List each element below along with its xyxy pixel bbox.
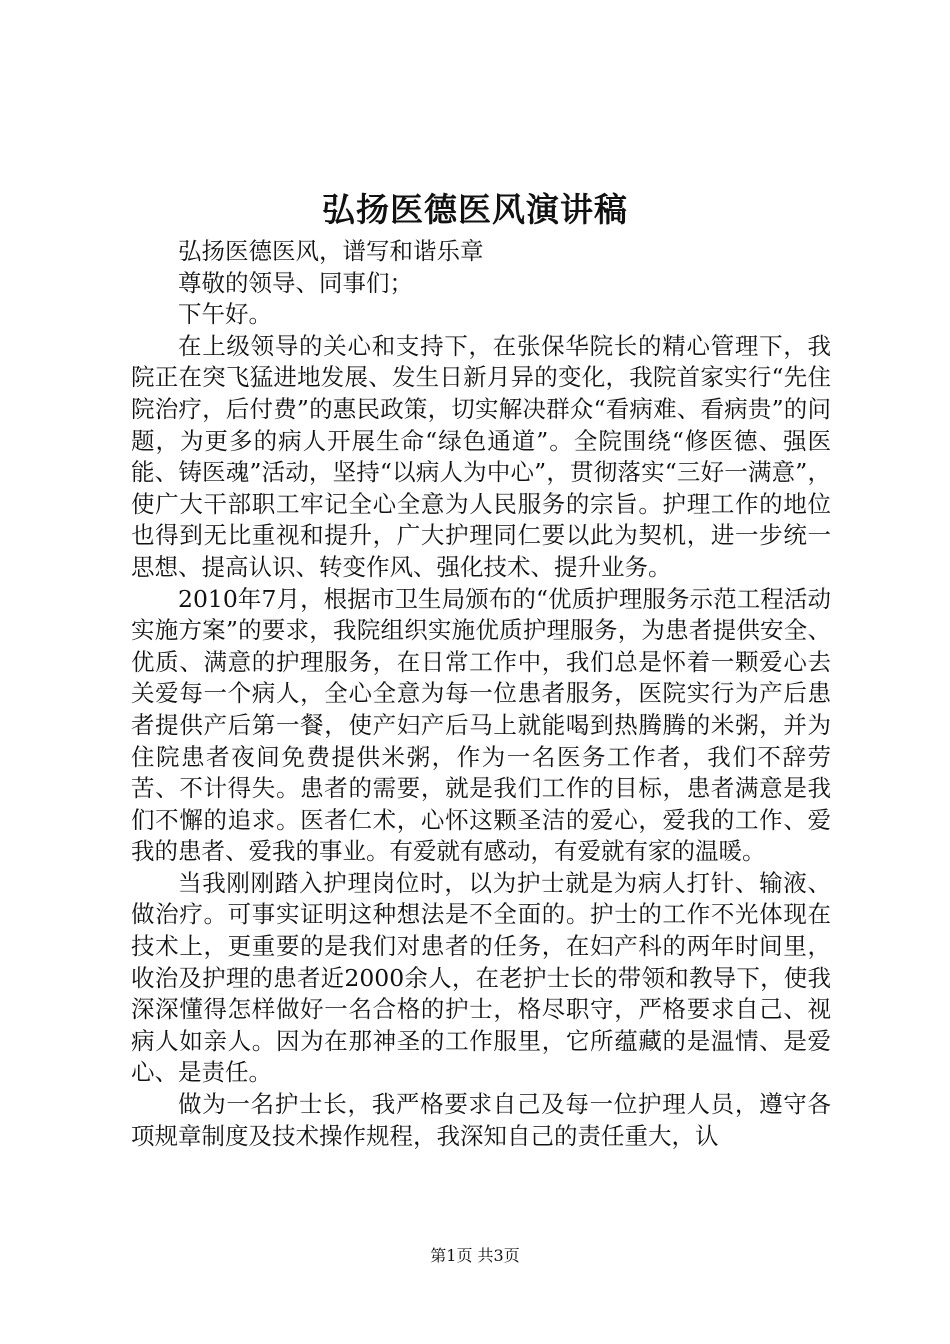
- paragraph-subtitle: 弘扬医德医风，谱写和谐乐章: [178, 237, 484, 265]
- paragraph-salutation: 尊敬的领导、同事们；: [178, 268, 413, 297]
- document-body: [131, 236, 831, 1152]
- page-number: 第1页 共3页: [430, 1246, 520, 1265]
- document-title: 弘扬医德医风演讲稿: [322, 190, 628, 229]
- paragraph-body: 做为一名护士长，我严格要求自己及每一位护理人员，遵守各项规章制度及技术操作规程，我深知自己的责任重大，认: [131, 1090, 831, 1150]
- paragraph-greeting: 下午好。: [178, 300, 272, 329]
- paragraph-body: 2010年7月，根据市卫生局颁布的“优质护理服务示范工程活动实施方案”的要求，我院组织实施优质护理服务，为患者提供安全、优质、满意的护理服务，在日常工作中，我们总是怀着一颗爱心去关爱每一个病人，全心全意为每一位患者服务，医院实行为产后患者提供产后第一餐，使产妇产后马上就能喝到热腾腾的米粥，并为住院患者夜间免费提供米粥，作为一名医务工作者，我们不辞劳苦、不计得失。患者的需要，就是我们工作的目标，患者满意是我们不懈的追求。医者仁术，心怀这颗圣洁的爱心，爱我的工作、爱我的患者、爱我的事业。有爱就有感动，有爱就有家的温暖。: [131, 584, 831, 866]
- paragraph-body: 当我刚刚踏入护理岗位时，以为护士就是为病人打针、输液、做治疗。可事实证明这种想法是不全面的。护士的工作不光体现在技术上，更重要的是我们对患者的任务，在妇产科的两年时间里，收治及护理的患者近2000余人，在老护士长的带领和教导下，使我深深懂得怎样做好一名合格的护士，格尽职守，严格要求自己、视病人如亲人。因为在那神圣的工作服里，它所蕴藏的是温情、是爱心、是责任。: [131, 868, 831, 1087]
- paragraph-body: 在上级领导的关心和支持下，在张保华院长的精心管理下，我院正在突飞猛进地发展、发生日新月异的变化，我院首家实行“先住院治疗，后付费”的惠民政策，切实解决群众“看病难、看病贵”的问题，为更多的病人开展生命“绿色通道”。全院围绕“修医德、强医能、铸医魂”活动，坚持“以病人为中心”，贯彻落实“三好一满意”，使广大干部职工牢记全心全意为人民服务的宗旨。护理工作的地位也得到无比重视和提升，广大护理同仁要以此为契机，进一步统一思想、提高认识、转变作风、强化技术、提升业务。: [131, 331, 831, 581]
